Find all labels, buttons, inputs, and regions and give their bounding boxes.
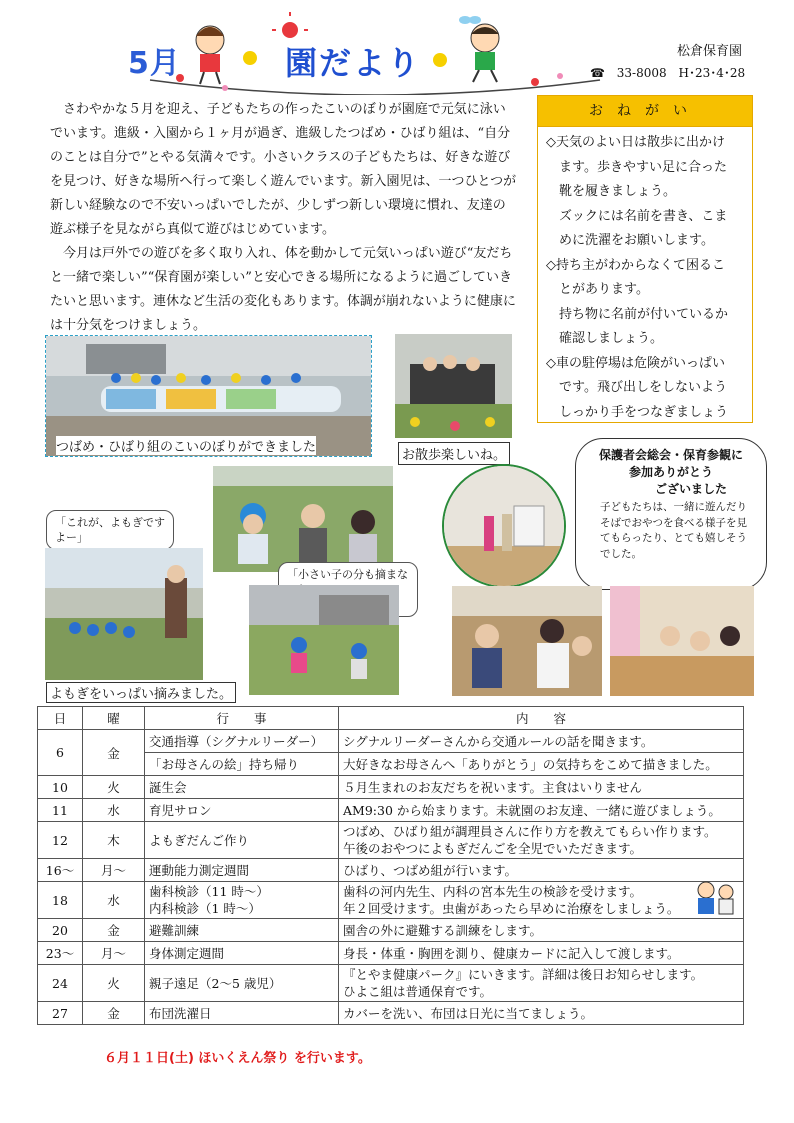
row-detail: AM9:30 から始まります。未就園のお友達、一緒に遊びましょう。 [339, 799, 744, 822]
school-name: 松倉保育園 [677, 44, 743, 59]
chiisai-line-1: 「小さい子の分も摘まな [287, 568, 408, 581]
hogosha-heading-3: ございました [654, 482, 727, 496]
header-day: 日 [38, 707, 83, 730]
header-event: 行 事 [145, 707, 339, 730]
page-title: 園だより [285, 44, 422, 82]
row-event: 交通指導（シグナルリーダー） [145, 730, 339, 753]
onegai-list [538, 127, 752, 425]
row-day: 24 [38, 965, 83, 1002]
boy-illustration [471, 24, 499, 82]
row-event: 布団洗濯日 [145, 1002, 339, 1025]
row-day: 23～ [38, 942, 83, 965]
row-detail: 身長・体重・胸囲を測り、健康カードに記入して渡します。 [339, 942, 744, 965]
butterfly-icon [459, 16, 481, 24]
row-dow: 水 [83, 799, 145, 822]
onegai-line: ◇車の駐停場は危険がいっぱい [546, 355, 725, 371]
yomogi-photo-bottom [249, 585, 399, 695]
row-event: 「お母さんの絵」持ち帰り [145, 753, 339, 776]
koinobori-caption: つばめ・ひばり組のこいのぼりができました [56, 436, 316, 455]
yomogi-speech-bubble: 「これが、よもぎですよー」 [46, 510, 174, 550]
onegai-line: 持ち物に名前が付いているか [559, 306, 729, 322]
intro-text [50, 98, 518, 338]
hogosha-bubble [575, 438, 767, 590]
row-detail-line-2: 年２回受けます。虫歯があったら早めに治療をしましょう。 [343, 901, 680, 916]
intro-paragraph-1: さわやかな５月を迎え、子どもたちの作ったこいのぼりが園庭で元気に泳いでいます。進級・入園から１ヶ月が過ぎ、進級したつばめ・ひばり組は、“自分のことは自分で”とやる気満々です。小さいクラスの子どもたちは、好きな遊びを見つけ、好きな場所へ行って楽しく遊んでいます。新入園児は、一つひとつが新しい経験なので不安いっぱいでしたが、少しずつ新しい環境に慣れ、友達の遊ぶ様子を見ながら真似て遊びはじめています。 [50, 102, 517, 237]
onegai-line: ◇天気のよい日は散歩に出かけ [546, 135, 725, 150]
row-detail: ５月生まれのお友だちを祝います。主食はいりません [339, 776, 744, 799]
sun-icon [272, 12, 308, 38]
row-dow: 水 [83, 882, 145, 919]
schedule-table [37, 706, 744, 1025]
row-detail: シグナルリーダーさんから交通ルールの話を聞きます。 [339, 730, 744, 753]
row-dow: 月～ [83, 859, 145, 882]
row-detail: カバーを洗い、布団は日光に当てましょう。 [339, 1002, 744, 1025]
row-detail-line-1: 歯科の河内先生、内科の宮本先生の検診を受けます。 [343, 884, 643, 899]
sanpo-caption: お散歩楽しいね。 [398, 442, 510, 465]
schedule-header-row [38, 707, 744, 730]
festival-notice: ６月１１日(土) ほいくえん祭り を行います。 [104, 1051, 371, 1066]
hogosha-heading-2: 参加ありがとう [628, 465, 713, 479]
hogosha-body: 子どもたちは、一緒に遊んだりそばでおやつを食べる様子を見てもらったり、とても嬉しそうでした。 [600, 501, 747, 560]
yomogi-photo-top [213, 466, 393, 572]
table-row [38, 799, 744, 822]
table-row [38, 919, 744, 942]
row-detail [339, 965, 744, 1002]
onegai-line: ◇持ち主がわからなくて困るこ [546, 257, 725, 273]
row-detail-line-2: 午後のおやつによもぎだんごを全児でいただきます。 [343, 841, 643, 856]
table-row [38, 776, 744, 799]
row-dow: 金 [83, 730, 145, 776]
row-event [145, 882, 339, 919]
row-day: 11 [38, 799, 83, 822]
row-event: よもぎだんご作り [145, 822, 339, 859]
row-dow: 金 [83, 919, 145, 942]
hall-photo [442, 464, 566, 588]
row-event: 避難訓練 [145, 919, 339, 942]
onegai-line: 靴を履きましょう。 [559, 184, 677, 199]
table-row [38, 965, 744, 1002]
header-detail: 内 容 [339, 707, 744, 730]
phone-number: 33-8008 [616, 66, 667, 80]
row-event-line-2: 内科検診（1 時～） [149, 901, 261, 916]
table-row [38, 859, 744, 882]
row-detail [339, 882, 744, 919]
row-detail-line-2: ひよこ組は普通保育です。 [343, 984, 493, 999]
table-row [38, 730, 744, 753]
row-dow: 月～ [83, 942, 145, 965]
row-detail-line-1: 『とやま健康パーク』にいきます。詳細は後日お知らせします。 [343, 967, 704, 982]
onegai-line: 確認しましょう。 [559, 331, 664, 346]
issue-date: H･23･4･28 [678, 66, 746, 80]
hogosha-heading [576, 447, 766, 498]
row-event: 運動能力測定週間 [145, 859, 339, 882]
sanpo-photo [395, 334, 512, 438]
onegai-line: めに洗濯をお願いします。 [559, 233, 714, 248]
row-dow: 木 [83, 822, 145, 859]
row-day: 27 [38, 1002, 83, 1025]
row-detail-line-1: つばめ、ひばり組が調理員さんに作り方を教えてもらい作ります。 [343, 824, 717, 839]
yomogi-photo-left [45, 548, 203, 680]
row-detail: 大好きなお母さんへ「ありがとう」の気持ちをこめて描きました。 [339, 753, 744, 776]
row-day: 20 [38, 919, 83, 942]
onegai-line: です。飛び出しをしないよう [559, 380, 727, 395]
row-dow: 火 [83, 776, 145, 799]
row-detail: 園舎の外に避難する訓練をします。 [339, 919, 744, 942]
phone-icon: ☎ [590, 66, 605, 80]
yomogi-caption: よもぎをいっぱい摘みました。 [46, 682, 236, 703]
onegai-line: しっかり手をつなぎましょう [559, 404, 729, 420]
row-event: 身体測定週間 [145, 942, 339, 965]
onegai-box [537, 95, 753, 423]
onegai-line: とがあります。 [559, 282, 649, 297]
onegai-line: ます。歩きやすい足に合った [559, 159, 727, 175]
row-event: 育児サロン [145, 799, 339, 822]
row-dow: 火 [83, 965, 145, 1002]
onegai-line: ズックには名前を書き、こま [559, 208, 728, 224]
contact-line [590, 64, 753, 81]
table-row [38, 1002, 744, 1025]
girl-illustration [196, 26, 224, 84]
header-dow: 曜 [83, 707, 145, 730]
row-event: 親子遠足（2～5 歳児） [145, 965, 339, 1002]
row-day: 6 [38, 730, 83, 776]
table-row [38, 942, 744, 965]
hogosha-heading-1: 保護者会総会・保育参観に [598, 448, 743, 462]
row-day: 16～ [38, 859, 83, 882]
row-detail [339, 822, 744, 859]
row-day: 10 [38, 776, 83, 799]
table-row [38, 822, 744, 859]
table-row [38, 882, 744, 919]
row-dow: 金 [83, 1002, 145, 1025]
row-day: 12 [38, 822, 83, 859]
month-title: 5月 [128, 46, 181, 81]
sankan-photo-right [610, 586, 754, 696]
dentist-illustration-icon [694, 878, 740, 918]
row-event: 誕生会 [145, 776, 339, 799]
onegai-title: おねがい [538, 96, 752, 127]
row-day: 18 [38, 882, 83, 919]
row-detail: ひばり、つばめ組が行います。 [339, 859, 744, 882]
intro-paragraph-2: 今月は戸外での遊びを多く取り入れ、体を動かして元気いっぱい遊び“友だちと一緒で楽しい”“保育園が楽しい”と安心できる場所になるように過ごしていきたいと思います。連休など生活の変化もあります。体調が崩れないように健康には十分気をつけましょう。 [50, 246, 516, 333]
row-event-line-1: 歯科検診（11 時～） [149, 884, 269, 899]
sankan-photo-left [452, 586, 602, 696]
